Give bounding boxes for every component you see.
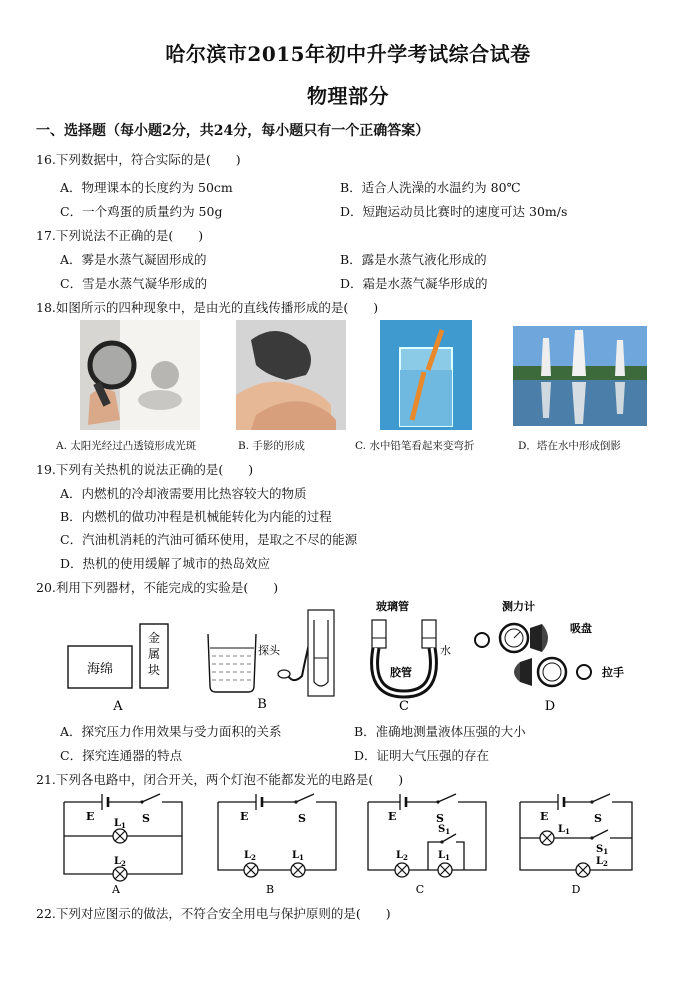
q16-option-d: D．短跑运动员比赛时的速度可达 30m/s: [340, 204, 568, 219]
q16-option-c: C．一个鸡蛋的质量约为 50g: [60, 204, 223, 219]
circuit-c: [368, 794, 486, 896]
circuit-label-d: D: [571, 883, 581, 896]
circuit-b-l1: $L_1$: [292, 850, 304, 862]
circuit-b-e: E: [240, 810, 249, 823]
apparatus-label-d: D: [544, 699, 556, 714]
circuit-a: [64, 794, 182, 896]
circuit-d-l2: $L_2$: [596, 856, 608, 868]
block-label-2: 属: [147, 647, 161, 661]
q20-option-c: C．探究连通器的特点: [60, 748, 183, 763]
q18-caption-b: B. 手影的形成: [238, 440, 305, 452]
apparatus-c: [372, 599, 451, 714]
circuit-d-l1: $L_1$: [558, 824, 570, 836]
circuit-b-s: S: [298, 812, 306, 825]
apparatus-b: [208, 610, 334, 712]
circuit-c-l2: $L_2$: [396, 850, 408, 862]
q18-caption-d: D．塔在水中形成倒影: [518, 440, 621, 452]
circuit-label-b: B: [265, 883, 275, 896]
photo-pencil-in-water: [380, 320, 472, 430]
photo-magnifier: [80, 320, 200, 430]
circuit-d: [520, 794, 632, 896]
circuit-d-e: E: [540, 810, 549, 823]
question-19-stem: 19.下列有关热机的说法正确的是( ): [36, 462, 254, 477]
q18-caption-c: C. 水中铅笔看起来变弯折: [355, 440, 475, 452]
suction-cup-label: 吸盘: [570, 622, 592, 635]
rubber-tube-label: 胶管: [390, 666, 412, 679]
question-16-stem: 16.下列数据中，符合实际的是( ): [36, 152, 241, 167]
question-22-stem: 22.下列对应图示的做法，不符合安全用电与保护原则的是( ): [36, 906, 391, 921]
q19-option-c: C．汽油机消耗的汽油可循环使用，是取之不尽的能源: [60, 532, 358, 547]
question-20-stem: 20.利用下列器材，不能完成的实验是( ): [36, 580, 279, 595]
q16-option-b: B．适合人洗澡的水温约为 80℃: [340, 180, 521, 195]
circuit-c-s1: $S_1$: [438, 824, 451, 836]
photo-pagoda-reflection: [513, 326, 647, 426]
q18-caption-a: A. 太阳光经过凸透镜形成光斑: [56, 440, 197, 452]
q17-option-a: A．雾是水蒸气凝固形成的: [60, 252, 207, 267]
section-heading: 一、选择题（每小题2分，共24分，每小题只有一个正确答案）: [36, 123, 430, 139]
circuit-c-s: S: [436, 812, 444, 825]
q17-option-d: D．霜是水蒸气凝华形成的: [340, 276, 488, 291]
q21-circuit-figure: [50, 790, 660, 898]
q16-option-a: A．物理课本的长度约为 50cm: [60, 180, 233, 195]
question-18-stem: 18.如图所示的四种现象中，是由光的直线传播形成的是( ): [36, 300, 379, 315]
q19-option-d: D．热机的使用缓解了城市的热岛效应: [60, 556, 271, 571]
circuit-b-l2: $L_2$: [244, 850, 256, 862]
exam-subtitle: 物理部分: [307, 84, 389, 108]
probe-label: 探头: [258, 644, 280, 657]
block-label-3: 块: [147, 663, 161, 677]
circuit-a-s: S: [142, 812, 150, 825]
block-label-1: 金: [147, 631, 161, 645]
handle-label: 拉手: [602, 666, 624, 679]
q17-option-c: C．雪是水蒸气凝华形成的: [60, 276, 208, 291]
q20-option-a: A．探究压力作用效果与受力面积的关系: [60, 724, 282, 739]
q20-option-b: B．准确地测量液体压强的大小: [354, 724, 526, 739]
apparatus-label-c: C: [399, 699, 409, 714]
circuit-c-l1: $L_1$: [438, 850, 450, 862]
circuit-a-l1: $L_1$: [114, 818, 126, 830]
apparatus-a: [68, 624, 168, 714]
question-17-stem: 17.下列说法不正确的是( ): [36, 228, 204, 243]
exam-title: 哈尔滨市2015年初中升学考试综合试卷: [165, 42, 531, 66]
water-label: 水: [440, 644, 451, 657]
sponge-label: 海绵: [86, 662, 114, 677]
q17-option-b: B．露是水蒸气液化形成的: [340, 252, 487, 267]
circuit-a-e: E: [86, 810, 95, 823]
photo-hand-shadow: [236, 320, 346, 430]
circuit-b: [218, 794, 336, 896]
apparatus-label-a: A: [113, 699, 123, 714]
circuit-a-l2: $L_2$: [114, 856, 126, 868]
circuit-label-c: C: [415, 883, 425, 896]
force-meter-label: 测力计: [502, 600, 535, 613]
q20-apparatus-figure: [50, 598, 660, 716]
apparatus-d: [475, 599, 624, 714]
circuit-c-e: E: [388, 810, 397, 823]
q19-option-b: B．内燃机的做功冲程是机械能转化为内能的过程: [60, 509, 332, 524]
circuit-d-s1: $S_1$: [596, 844, 609, 856]
q20-option-d: D．证明大气压强的存在: [354, 748, 490, 763]
q19-option-a: A．内燃机的冷却液需要用比热容较大的物质: [60, 486, 307, 501]
question-21-stem: 21.下列各电路中，闭合开关，两个灯泡不能都发光的电路是( ): [36, 772, 404, 787]
apparatus-label-b: B: [257, 697, 267, 712]
glass-tube-label: 玻璃管: [376, 600, 409, 613]
circuit-label-a: A: [112, 883, 120, 896]
circuit-d-s: S: [594, 812, 602, 825]
